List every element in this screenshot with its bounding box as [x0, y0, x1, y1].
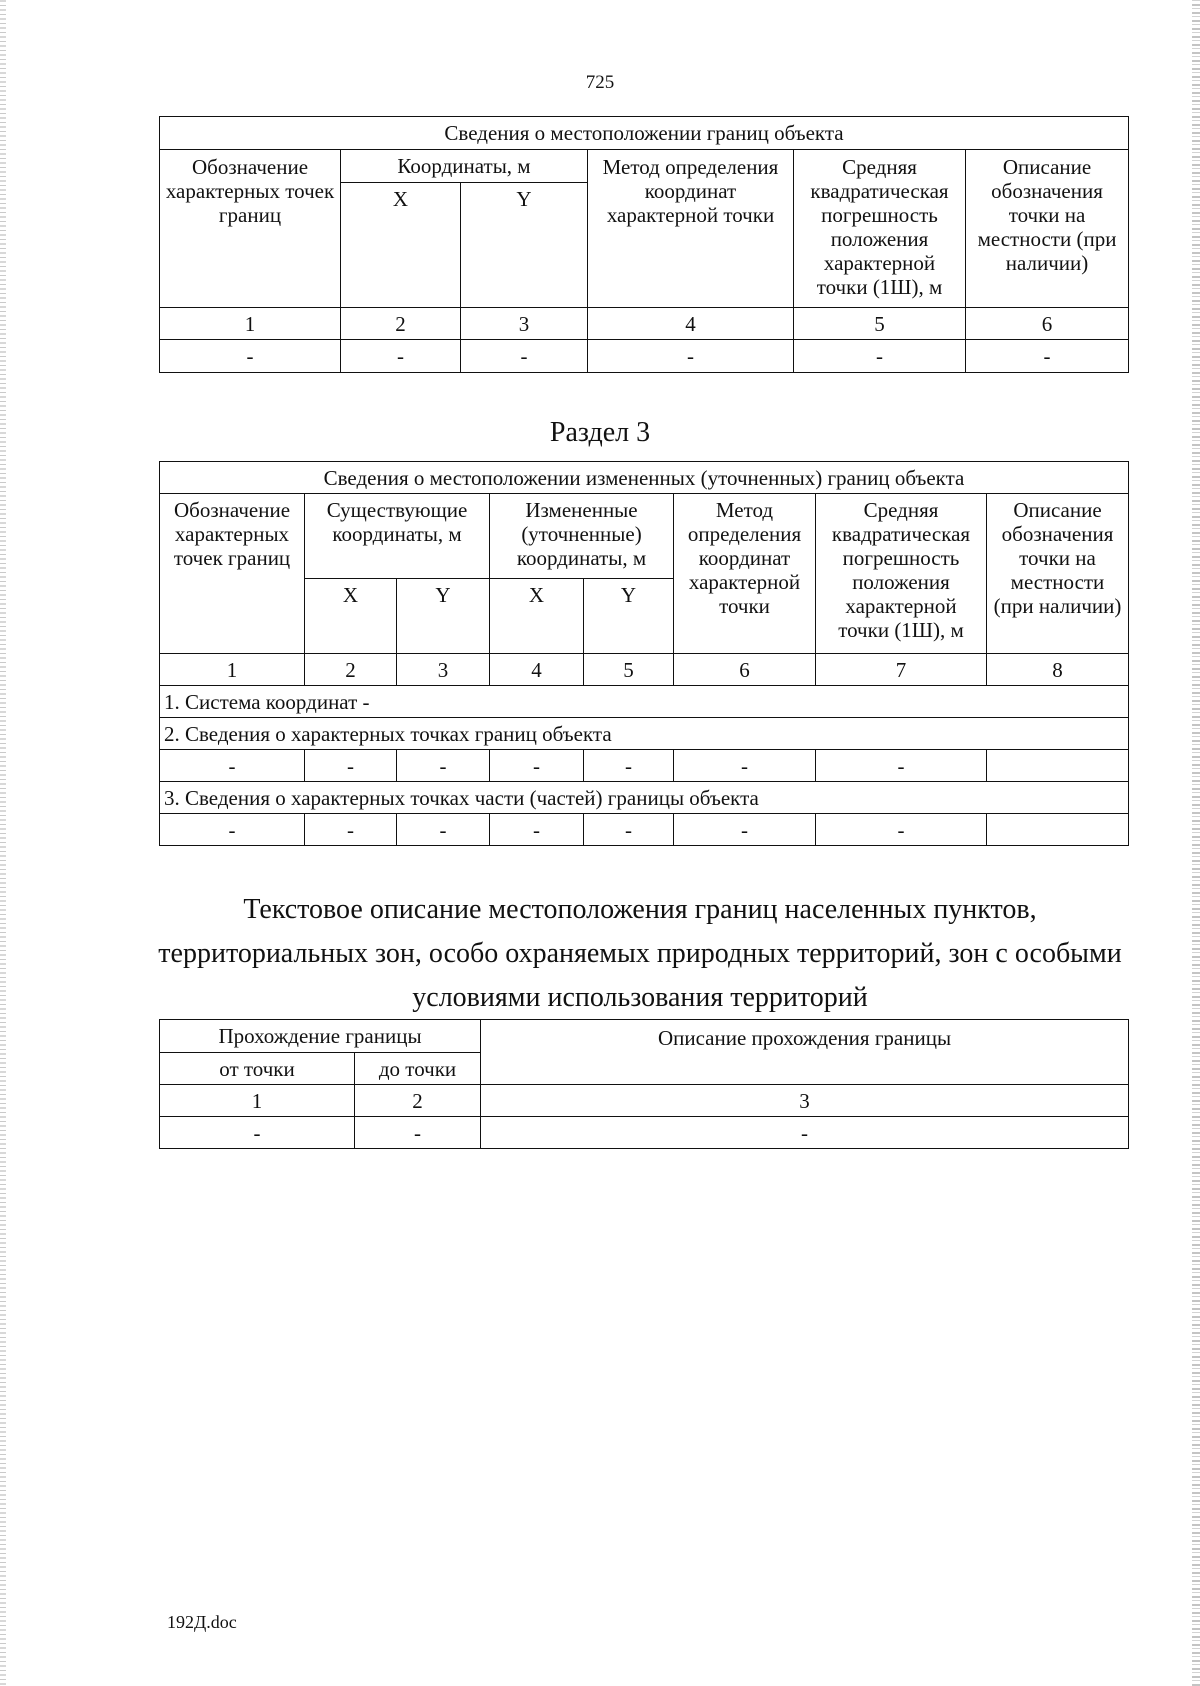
- boundary-passage-table: [159, 1019, 1129, 1149]
- column-number: 1: [160, 308, 341, 340]
- table-cell: -: [816, 750, 987, 782]
- table-row: [160, 814, 1129, 846]
- table-cell: -: [584, 750, 674, 782]
- table-cell: -: [588, 340, 794, 373]
- scan-edge-left: [0, 0, 6, 1686]
- header-description: Описание обозначения точки на местности (при наличии): [966, 150, 1129, 308]
- table-cell: -: [160, 1117, 355, 1149]
- table-row: [160, 1117, 1129, 1149]
- header-method: Метод определения координат характерной точки: [674, 494, 816, 654]
- header-x-changed: X: [490, 579, 584, 654]
- header-x: X: [341, 183, 461, 308]
- header-description: Описание обозначения точки на местности (при наличии): [987, 494, 1129, 654]
- column-number: 1: [160, 654, 305, 686]
- page-number: 725: [585, 72, 615, 93]
- column-number: 8: [987, 654, 1129, 686]
- column-number: 3: [397, 654, 490, 686]
- table-cell: -: [490, 814, 584, 846]
- table-row: [160, 750, 1129, 782]
- table-cell: -: [355, 1117, 481, 1149]
- column-number: 7: [816, 654, 987, 686]
- column-number: 3: [461, 308, 588, 340]
- table-cell: -: [584, 814, 674, 846]
- table-cell: -: [341, 340, 461, 373]
- header-designation: Обозначение характерных точек границ: [160, 150, 341, 308]
- table-cell: -: [816, 814, 987, 846]
- table-row: [160, 340, 1129, 373]
- column-number: 2: [341, 308, 461, 340]
- table-title: Сведения о местоположении границ объекта: [160, 117, 1129, 150]
- footer-filename: 192Д.doc: [167, 1612, 237, 1632]
- table-cell: -: [481, 1117, 1129, 1149]
- coordinate-system-row: 1. Система координат -: [160, 686, 1129, 718]
- column-number: 5: [794, 308, 966, 340]
- table-cell: -: [674, 814, 816, 846]
- table-cell: -: [305, 814, 397, 846]
- scan-edge-right: [1192, 0, 1200, 1686]
- header-passage: Прохождение границы: [160, 1020, 481, 1053]
- column-number: 4: [588, 308, 794, 340]
- changed-boundary-table: [159, 461, 1129, 846]
- section-title: Раздел 3: [549, 417, 651, 448]
- header-to-point: до точки: [355, 1053, 481, 1085]
- column-number: 3: [481, 1085, 1129, 1117]
- column-number: 6: [966, 308, 1129, 340]
- header-y: Y: [461, 183, 588, 308]
- table-cell: -: [397, 750, 490, 782]
- column-number: 2: [355, 1085, 481, 1117]
- table-cell: -: [160, 750, 305, 782]
- subsection-boundary-points: 2. Сведения о характерных точках границ объекта: [160, 718, 1129, 750]
- header-designation: Обозначение характерных точек границ: [160, 494, 305, 654]
- header-passage-description: Описание прохождения границы: [481, 1020, 1129, 1085]
- header-y-existing: Y: [397, 579, 490, 654]
- text-description-heading: Текстовое описание местоположения границ населенных пунктов, территориальных зон, особо охраняемых природных территорий, зон с особыми условиями использования территорий: [158, 894, 1122, 1013]
- column-number: 6: [674, 654, 816, 686]
- header-method: Метод определения координат характерной точки: [588, 150, 794, 308]
- header-from-point: от точки: [160, 1053, 355, 1085]
- header-changed-coordinates: Измененные (уточненные) координаты, м: [490, 494, 674, 579]
- column-number: 2: [305, 654, 397, 686]
- table-cell: -: [794, 340, 966, 373]
- table-cell: -: [461, 340, 588, 373]
- header-rmse: Средняя квадратическая погрешность положения характерной точки (1Ш), м: [816, 494, 987, 654]
- table-cell: -: [966, 340, 1129, 373]
- column-number: 5: [584, 654, 674, 686]
- header-x-existing: X: [305, 579, 397, 654]
- header-rmse: Средняя квадратическая погрешность положения характерной точки (1Ш), м: [794, 150, 966, 308]
- table-cell: -: [160, 814, 305, 846]
- table-title: Сведения о местоположении измененных (уточненных) границ объекта: [160, 462, 1129, 494]
- table-cell: -: [160, 340, 341, 373]
- column-number: 1: [160, 1085, 355, 1117]
- header-coordinates: Координаты, м: [341, 150, 588, 183]
- table-cell: [987, 814, 1129, 846]
- table-cell: -: [490, 750, 584, 782]
- table-cell: -: [674, 750, 816, 782]
- boundary-location-table: [159, 116, 1129, 373]
- table-cell: -: [397, 814, 490, 846]
- header-y-changed: Y: [584, 579, 674, 654]
- column-number: 4: [490, 654, 584, 686]
- subsection-part-boundary-points: 3. Сведения о характерных точках части (частей) границы объекта: [160, 782, 1129, 814]
- table-cell: -: [305, 750, 397, 782]
- header-existing-coordinates: Существующие координаты, м: [305, 494, 490, 579]
- table-cell: [987, 750, 1129, 782]
